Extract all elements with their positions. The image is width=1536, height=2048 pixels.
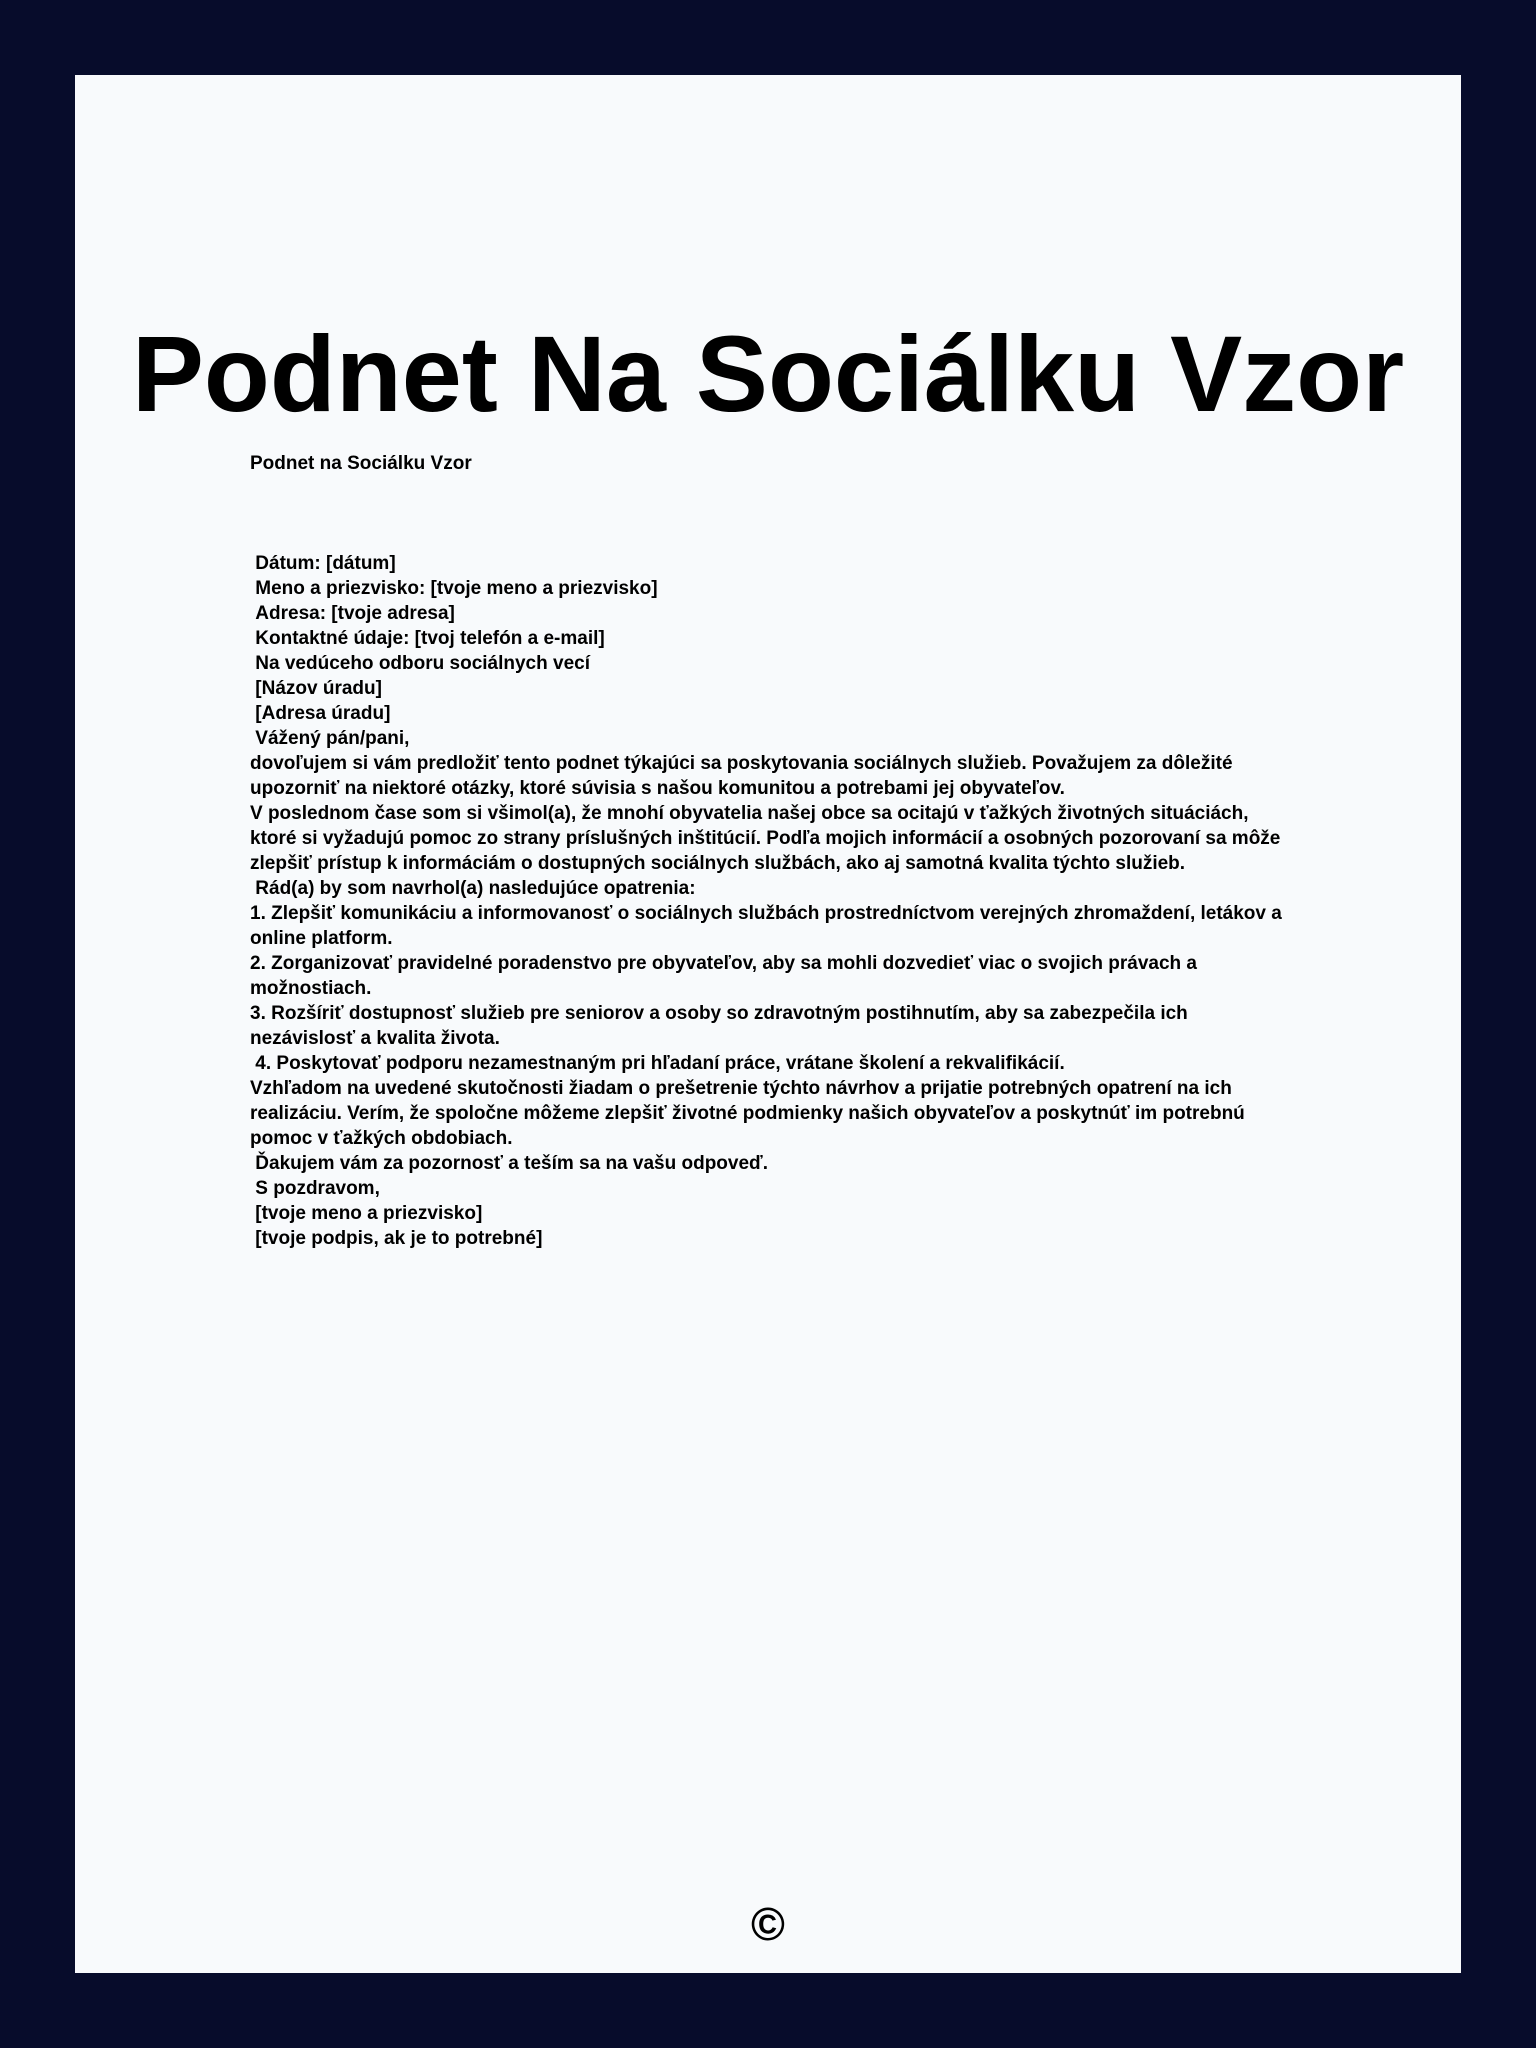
proposal-item-1: 1. Zlepšiť komunikáciu a informovanosť o sociálnych službách prostredníctvom verejných zhromaždení, letákov a online platform.	[250, 903, 1288, 949]
document-page	[75, 75, 1461, 1973]
recipient-line: Na vedúceho odboru sociálnych vecí	[250, 653, 590, 674]
office-address-line: [Adresa úradu]	[250, 703, 391, 724]
situation-paragraph: V poslednom čase som si všimol(a), že mnohí obyvatelia našej obce sa ocitajú v ťažkých životných situáciách, ktoré si vyžadujú pomoc zo strany príslušných inštitúcií. Podľa mojich informácií a osobných pozorovaní sa môže zlepšiť prístup k informáciám o dostupných sociálnych službách, ako aj samotná kvalita týchto služieb.	[250, 803, 1286, 874]
proposal-intro-line: Rád(a) by som navrhol(a) nasledujúce opatrenia:	[250, 878, 696, 899]
proposal-item-4: 4. Poskytovať podporu nezamestnaným pri hľadaní práce, vrátane školení a rekvalifikácií.	[250, 1053, 1065, 1074]
intro-paragraph: dovoľujem si vám predložiť tento podnet týkajúci sa poskytovania sociálnych služieb. Považujem za dôležité upozorniť na niektoré otázky, ktoré súvisia s našou komunitou a potrebami jej obyvateľov.	[250, 753, 1238, 799]
contact-line: Kontaktné údaje: [tvoj telefón a e-mail]	[250, 628, 605, 649]
office-name-line: [Názov úradu]	[250, 678, 382, 699]
signature-line: [tvoje podpis, ak je to potrebné]	[250, 1228, 543, 1249]
thanks-line: Ďakujem vám za pozornosť a teším sa na vašu odpoveď.	[250, 1153, 768, 1174]
name-line: Meno a priezvisko: [tvoje meno a priezvisko]	[250, 578, 658, 599]
proposal-item-3: 3. Rozšíriť dostupnosť služieb pre seniorov a osoby so zdravotným postihnutím, aby sa zabezpečila ich nezávislosť a kvalita života.	[250, 1003, 1194, 1049]
document-subtitle: Podnet na Sociálku Vzor	[250, 453, 472, 474]
salutation-line: Vážený pán/pani,	[250, 728, 410, 749]
date-line: Dátum: [dátum]	[250, 553, 396, 574]
address-line: Adresa: [tvoje adresa]	[250, 603, 455, 624]
document-body	[250, 551, 1288, 1251]
signature-name-line: [tvoje meno a priezvisko]	[250, 1203, 483, 1224]
proposal-item-2: 2. Zorganizovať pravidelné poradenstvo pre obyvateľov, aby sa mohli dozvedieť viac o svojich právach a možnostiach.	[250, 953, 1203, 999]
request-paragraph: Vzhľadom na uvedené skutočnosti žiadam o prešetrenie týchto návrhov a prijatie potrebných opatrení na ich realizáciu. Verím, že spoločne môžeme zlepšiť životné podmienky našich obyvateľov a poskytnúť im potrebnú pomoc v ťažkých obdobiach.	[250, 1078, 1251, 1149]
copyright-icon: ©	[751, 1898, 785, 1950]
page-title: Podnet Na Sociálku Vzor	[131, 313, 1405, 434]
closing-line: S pozdravom,	[250, 1178, 380, 1199]
